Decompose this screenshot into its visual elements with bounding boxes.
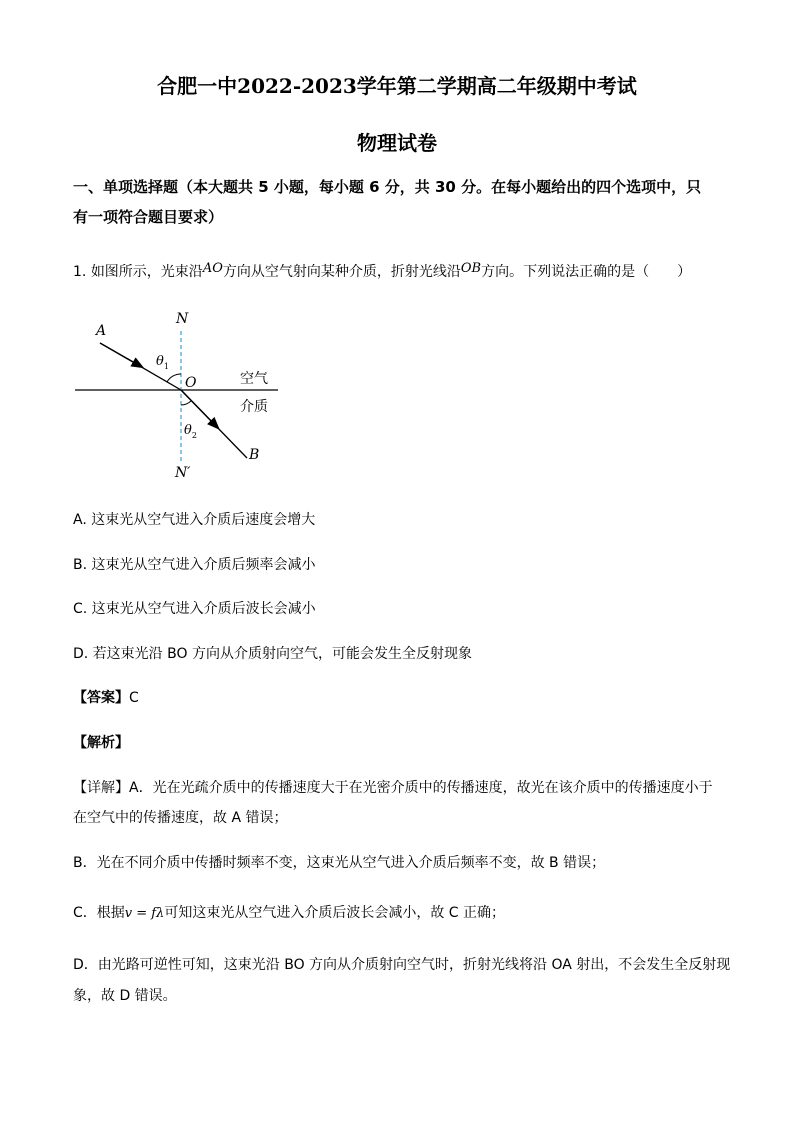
question-number: 1. bbox=[73, 264, 87, 280]
question-1-stem bbox=[73, 261, 691, 281]
answer-label: 【答案】 bbox=[73, 690, 129, 706]
option-d: D. 若这束光沿 BO 方向从介质射向空气，可能会发生全反射现象 bbox=[73, 646, 472, 662]
detail-c-pre: C．根据 bbox=[73, 905, 125, 921]
section-heading-line1: 一、单项选择题（本大题共 5 小题，每小题 6 分，共 30 分。在每小题给出的四个选项中，只 bbox=[73, 178, 702, 196]
detail-c-post: 可知这束光从空气进入介质后波长会减小，故 C 正确； bbox=[164, 905, 506, 921]
detail-b: B．光在不同介质中传播时频率不变，这束光从空气进入介质后频率不变，故 B 错误； bbox=[73, 855, 606, 871]
exam-subtitle: 物理试卷 bbox=[357, 131, 437, 155]
exam-title: 合肥一中2022-2023学年第二学期高二年级期中考试 bbox=[157, 74, 637, 98]
refraction-diagram bbox=[70, 303, 290, 483]
answer-line bbox=[73, 687, 139, 707]
option-a: A. 这束光从空气进入介质后速度会增大 bbox=[73, 512, 316, 528]
angle-arc-2 bbox=[181, 401, 191, 405]
label-theta1: $\theta_1$ bbox=[156, 354, 169, 371]
label-theta2: $\theta_2$ bbox=[184, 423, 197, 440]
question-text-a: 如图所示，光束沿 bbox=[90, 264, 203, 280]
detail-d-line2: 象，故 D 错误。 bbox=[73, 988, 177, 1004]
analysis-label: 【解析】 bbox=[73, 735, 129, 751]
angle-arc-1 bbox=[167, 374, 181, 382]
label-b: B bbox=[249, 447, 260, 463]
option-b: B. 这束光从空气进入介质后频率会减小 bbox=[73, 557, 316, 573]
label-o: O bbox=[185, 375, 197, 391]
detail-a-line2: 在空气中的传播速度，故 A 错误； bbox=[73, 810, 288, 826]
label-air: 空气 bbox=[240, 371, 268, 387]
var-ob: OB bbox=[460, 261, 482, 276]
section-heading-line2: 有一项符合题目要求） bbox=[73, 208, 224, 226]
var-ao: AO bbox=[202, 261, 223, 276]
label-medium: 介质 bbox=[240, 399, 268, 415]
question-text-c: 方向。下列说法正确的是（ ） bbox=[481, 264, 692, 280]
answer-value: C bbox=[129, 690, 139, 706]
detail-c bbox=[73, 902, 505, 922]
label-n: N bbox=[176, 311, 189, 327]
option-c: C. 这束光从空气进入介质后波长会减小 bbox=[73, 601, 316, 617]
detail-a-line1: 【详解】A．光在光疏介质中的传播速度大于在光密介质中的传播速度，故光在该介质中的传播速度小于 bbox=[73, 780, 713, 796]
detail-d-line1: D．由光路可逆性可知，这束光沿 BO 方向从介质射向空气时，折射光线将沿 OA 射出，不会发生全反射现 bbox=[73, 957, 731, 973]
label-n-prime: N′ bbox=[175, 465, 191, 481]
formula-v-f-lambda: v = fλ bbox=[124, 906, 165, 921]
label-a: A bbox=[96, 323, 107, 339]
question-text-b: 方向从空气射向某种介质，折射光线沿 bbox=[222, 264, 461, 280]
incident-arrow bbox=[100, 343, 142, 367]
